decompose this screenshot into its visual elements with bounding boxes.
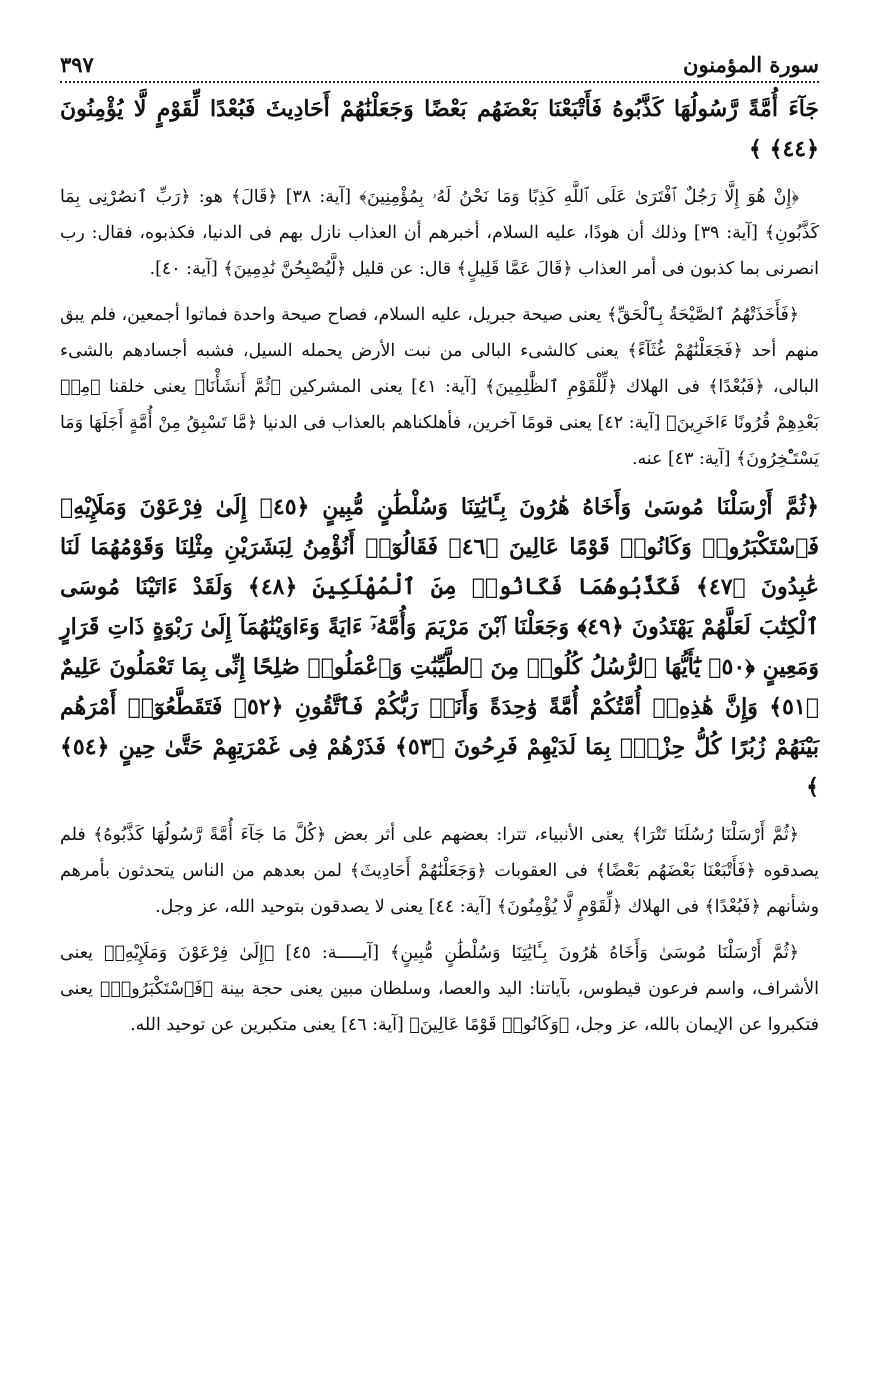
tafsir-paragraph: ﴿ثُمَّ أَرْسَلْنَا مُوسَىٰ وَأَخَاهُ هَٰرُونَ بِـَٔايَٰتِنَا وَسُلْطَٰنٍ مُّبِينٍ﴾ [آيـــــة: ٤٥] ﴿إِلَىٰ فِرْعَوْنَ وَمَلَإِيْهِۦ﴾ يعنى الأشراف، واسم فرعون قيطوس، بآياتنا: اليد والعصا، وسلطان مبين يعنى حجة بينة ﴿فَٱسْتَكْبَرُوا۟﴾ يعنى فتكبروا عن الإيمان بالله، عز وجل، ﴿وَكَانُوا۟ قَوْمًا عَالِينَ﴾ [آية: ٤٦] يعنى متكبرين عن توحيد الله. [60, 943, 819, 1035]
quran-text-block: ﴿ثُمَّ أَرْسَلْنَا مُوسَىٰ وَأَخَاهُ هَٰرُونَ بِـَٔايَٰتِنَا وَسُلْطَٰنٍ مُّبِينٍ ﴿٤٥﴾ إِلَىٰ فِرْعَوْنَ وَمَلَإِيْهِۦ فَٱسْتَكْبَرُوا۟ وَكَانُوا۟ قَوْمًا عَالِينَ ﴿٤٦﴾ فَقَالُوٓا۟ أَنُؤْمِنُ لِبَشَرَيْنِ مِثْلِنَا وَقَوْمُهُمَا لَنَا عَٰبِدُونَ ﴿٤٧﴾ فَكَذَّبُوهُمَا فَكَانُوا۟ مِنَ ٱلْمُهْلَكِينَ ﴿٤٨﴾ وَلَقَدْ ءَاتَيْنَا مُوسَى ٱلْكِتَٰبَ لَعَلَّهُمْ يَهْتَدُونَ ﴿٤٩﴾ وَجَعَلْنَا ٱبْنَ مَرْيَمَ وَأُمَّهُۥٓ ءَايَةً وَءَاوَيْنَٰهُمَآ إِلَىٰ رَبْوَةٍ ذَاتِ قَرَارٍ وَمَعِينٍ ﴿٥٠﴾ يَٰٓأَيُّهَا ٱلرُّسُلُ كُلُوا۟ مِنَ ٱلطَّيِّبَٰتِ وَٱعْمَلُوا۟ صَٰلِحًا إِنِّى بِمَا تَعْمَلُونَ عَلِيمٌ ﴿٥١﴾ وَإِنَّ هَٰذِهِۦٓ أُمَّتُكُمْ أُمَّةً وَٰحِدَةً وَأَنَا۠ رَبُّكُمْ فَٱتَّقُونِ ﴿٥٢﴾ فَتَقَطَّعُوٓا۟ أَمْرَهُم بَيْنَهُمْ زُبُرًا كُلُّ حِزْبٍۭ بِمَا لَدَيْهِمْ فَرِحُونَ ﴿٥٣﴾ فَذَرْهُمْ فِى غَمْرَتِهِمْ حَتَّىٰ حِينٍ ﴿٥٤﴾ ﴾ [60, 494, 820, 800]
page-number: ٣٩٧ [60, 52, 94, 77]
tafsir-paragraph: ﴿إِنْ هُوَ إِلَّا رَجُلٌ ٱفْتَرَىٰ عَلَى ٱللَّهِ كَذِبًا وَمَا نَحْنُ لَهُۥ بِمُؤْمِنِينَ﴾ [آية: ٣٨] ﴿قَالَ﴾ هو: ﴿رَبِّ ٱنصُرْنِى بِمَا كَذَّبُونِ﴾ [آية: ٣٩] وذلك أن هودًا، عليه السلام، أخبرهم أن العذاب نازل بهم فى الدنيا، فكذبوه، فقال: رب انصرنى بما كذبون فى أمر العذاب ﴿قَالَ عَمَّا قَلِيلٍ﴾ قال: عن قليل ﴿لَّيُصْبِحُنَّ نَٰدِمِينَ﴾ [آية: ٤٠]. [60, 187, 820, 279]
tafsir-paragraph: ﴿فَأَخَذَتْهُمُ ٱلصَّيْحَةُ بِٱلْحَقِّ﴾ يعنى صيحة جبريل، عليه السلام، فصاح صيحة واحدة فماتوا أجمعين، فلم يبق منهم أحد ﴿فَجَعَلْنَٰهُمْ غُثَآءً﴾ يعنى كالشىء البالى من نبت الأرض يحمله السيل، فشبه أجسادهم بالشىء البالى، ﴿فَبُعْدًا﴾ فى الهلاك ﴿لِّلْقَوْمِ ٱلظَّٰلِمِينَ﴾ [آية: ٤١] يعنى المشركين ﴿ثُمَّ أَنشَأْنَا﴾ يعنى خلقنا ﴿مِنۢ بَعْدِهِمْ قُرُونًا ءَاخَرِينَ﴾ [آية: ٤٢] يعنى قومًا آخرين، فأهلكناهم بالعذاب فى الدنيا ﴿مَّا تَسْبِقُ مِنْ أُمَّةٍ أَجَلَهَا وَمَا يَسْتَـْٔخِرُونَ﴾ [آية: ٤٣] عنه. [60, 305, 819, 469]
surah-title: سورة المؤمنون [683, 52, 819, 77]
tafsir-paragraph: ﴿ثُمَّ أَرْسَلْنَا رُسُلَنَا تَتْرَا﴾ يعنى الأنبياء، تترا: بعضهم على أثر بعض ﴿كُلَّ مَا جَآءَ أُمَّةً رَّسُولُهَا كَذَّبُوهُ﴾ فلم يصدقوه ﴿فَأَتْبَعْنَا بَعْضَهُم بَعْضًا﴾ فى العقوبات ﴿وَجَعَلْنَٰهُمْ أَحَادِيثَ﴾ لمن بعدهم من الناس يتحدثون بأمرهم وشأنهم ﴿فَبُعْدًا﴾ فى الهلاك ﴿لِّقَوْمٍ لَّا يُؤْمِنُونَ﴾ [آية: ٤٤] يعنى لا يصدقون بتوحيد الله، عز وجل. [60, 825, 819, 917]
page-header [60, 52, 819, 83]
quran-text-block: جَآءَ أُمَّةً رَّسُولُهَا كَذَّبُوهُ فَأَتْبَعْنَا بَعْضَهُم بَعْضًا وَجَعَلْنَٰهُمْ أَحَادِيثَ فَبُعْدًا لِّقَوْمٍ لَّا يُؤْمِنُونَ ﴿٤٤﴾ ﴾ [60, 96, 819, 162]
